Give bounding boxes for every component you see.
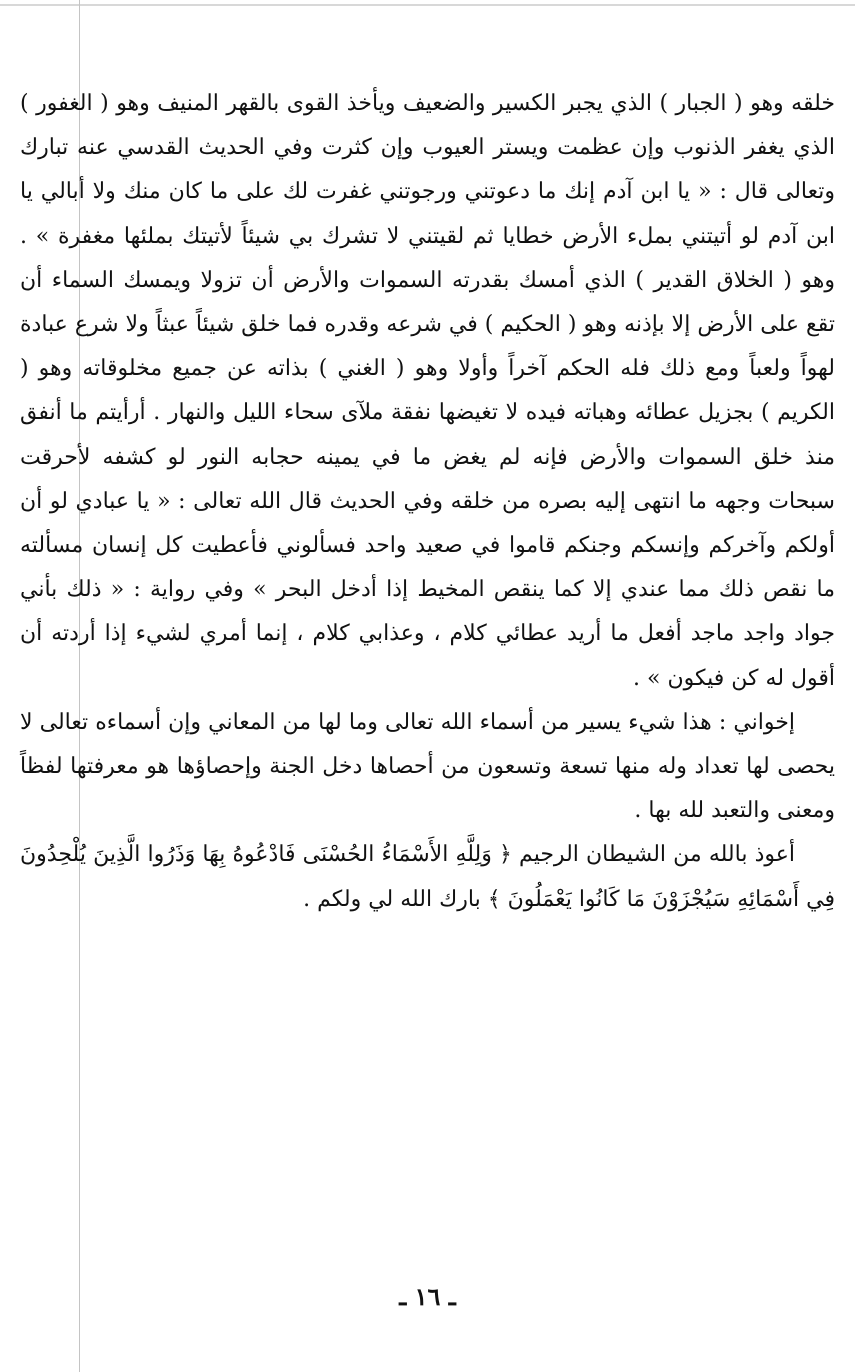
paragraph-divine-names: خلقه وهو ( الجبار ) الذي يجبر الكسير والضعيف ويأخذ القوى بالقهر المنيف وهو ( الغفور ) الذي يغفر الذنوب وإن عظمت ويستر العيوب وإن كثرت وفي الحديث القدسي عنه تبارك وتعالى قال : « يا ابن آدم إنك ما دعوتني ورجوتني غفرت لك على ما كان منك ولا أبالي يا ابن آدم لو أتيتني بملء الأرض خطايا ثم لقيتني لا تشرك بي شيئاً لأتيتك بملئها مغفرة » . وهو ( الخلاق القدير ) الذي أمسك بقدرته السموات والأرض أن تزولا ويمسك السماء أن تقع على الأرض إلا بإذنه وهو ( الحكيم ) في شرعه وقدره فما خلق شيئاً عبثاً ولا شرع عبادة لهواً ولعباً ومع ذلك فله الحكم آخراً وأولا وهو ( الغني ) بذاته عن جميع مخلوقاته وهو ( الكريم ) بجزيل عطائه وهباته فيده لا تغيضها نفقة ملآى سحاء الليل والنهار . أرأيتم ما أنفق منذ خلق السموات والأرض فإنه لم يغض ما في يمينه حجابه النور لو كشفه لأحرقت سبحات وجهه ما انتهى إليه بصره من خلقه وفي الحديث قال الله تعالى : « يا عبادي لو أن أولكم وآخركم وإنسكم وجنكم قاموا في صعيد واحد فسألوني فأعطيت كل إنسان مسألته ما نقص ذلك مما عندي إلا كما ينقص المخيط إذا أدخل البحر » وفي رواية : « ذلك بأني جواد واجد ماجد أفعل ما أريد عطائي كلام ، وعذابي كلام ، إنما أمري لشيء إذا أردته أن أقول له كن فيكون » . (20, 91, 836, 691)
page-number: ـ ١٦ ـ (399, 1282, 456, 1311)
paragraph-quran-verse: أعوذ بالله من الشيطان الرجيم ﴿ وَلِلَّهِ الأَسْمَاءُ الحُسْنَى فَادْعُوهُ بِهَا وَذَرُوا الَّذِينَ يُلْحِدُونَ فِي أَسْمَائِهِ سَيُجْزَوْنَ مَا كَانُوا يَعْمَلُونَ ﴾ بارك الله لي ولكم . (20, 842, 835, 912)
page-body (20, 82, 835, 922)
page-top-edge (0, 4, 855, 6)
paragraph-brothers: إخواني : هذا شيء يسير من أسماء الله تعالى وما لها من المعاني وإن أسماءه تعالى لا يحصى لها تعداد وله منها تسعة وتسعون من أحصاها دخل الجنة وإحصاؤها هو معرفتها لفظاً ومعنى والتعبد لله بها . (20, 709, 835, 824)
